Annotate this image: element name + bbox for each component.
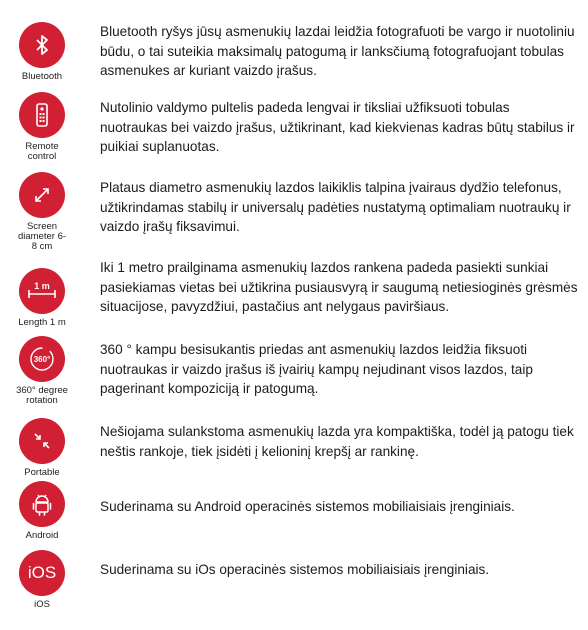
android-icon bbox=[19, 481, 65, 527]
feature-caption: 360° degree rotation bbox=[16, 385, 68, 406]
feature-icon-column bbox=[0, 336, 84, 406]
feature-description: Iki 1 metro prailginama asmenukių lazdos rankena padeda pasiekti sunkiai pasiekiamas vietas bei užtikrina pusiausvyrą ir saugumą netiesioginės grėsmės situacijose, pavyzdžiui, pastačius ant nelygaus paviršiaus. bbox=[100, 260, 578, 314]
screen-diameter-icon bbox=[19, 172, 65, 218]
feature-description: Suderinama su Android operacinės sistemos mobiliaisiais įrenginiais. bbox=[100, 499, 515, 514]
feature-caption: Bluetooth bbox=[21, 71, 63, 82]
feature-description: Plataus diametro asmenukių lazdos laikiklis talpina įvairaus dydžio telefonus, užtikrindamas stabilų ir universalų padėties nustatymą optimaliam nuotraukų ir vaizdo įrašų fiksavimui. bbox=[100, 180, 571, 234]
length-icon bbox=[19, 268, 65, 314]
length-icon-label: 1 m bbox=[34, 281, 50, 291]
rotation-icon-label: 360° bbox=[33, 355, 51, 364]
feature-caption: Android bbox=[25, 530, 59, 541]
feature-icon-column bbox=[0, 172, 84, 252]
bluetooth-icon bbox=[19, 22, 65, 68]
feature-description: Nešiojama sulankstoma asmenukių lazda yra kompaktiška, todėl ją patogu tiek neštis rankoje, tiek įsidėti į kelioninį krepšį ar rankinę. bbox=[100, 424, 574, 459]
feature-description: Nutolinio valdymo pultelis padeda lengvai ir tiksliai užfiksuoti tobulas nuotraukas bei vaizdo įrašus, užtikrinant, kad kiekvienas kadras būtų stabilus ir puikiai suplanuotas. bbox=[100, 100, 575, 154]
feature-icon-column bbox=[0, 550, 84, 610]
feature-caption: iOS bbox=[34, 599, 50, 610]
feature-icon-column bbox=[0, 22, 84, 82]
feature-description: 360 ° kampu besisukantis priedas ant asmenukių lazdos leidžia fiksuoti nuotraukas ir vaizdo įrašus iš įvairių kampų nejudinant visos lazdos, taip pagerinant kompoziciją ir patogumą. bbox=[100, 342, 533, 396]
feature-description: Suderinama su iOs operacinės sistemos mobiliaisiais įrenginiais. bbox=[100, 562, 490, 577]
feature-caption: Screen diameter 6-8 cm bbox=[17, 221, 67, 252]
feature-description: Bluetooth ryšys jūsų asmenukių lazdai leidžia fotografuoti be vargo ir nuotoliniu būdu, o tai suteikia maksimalų patogumą ir lanksčiumą fotografuojant tobulas asmenukes ar kuriant vaizdo įrašus. bbox=[100, 24, 575, 78]
feature-icon-column bbox=[0, 268, 84, 328]
rotation-360-icon bbox=[19, 336, 65, 382]
feature-icon-column bbox=[0, 481, 84, 541]
remote-control-icon bbox=[19, 92, 65, 138]
ios-icon bbox=[19, 550, 65, 596]
feature-icon-column bbox=[0, 418, 84, 478]
feature-caption: Portable bbox=[24, 467, 60, 478]
feature-caption: Length 1 m bbox=[18, 317, 66, 328]
ios-icon-label: iOS bbox=[27, 563, 57, 582]
feature-caption: Remote control bbox=[25, 141, 59, 162]
portable-icon bbox=[19, 418, 65, 464]
feature-icon-column bbox=[0, 92, 84, 162]
